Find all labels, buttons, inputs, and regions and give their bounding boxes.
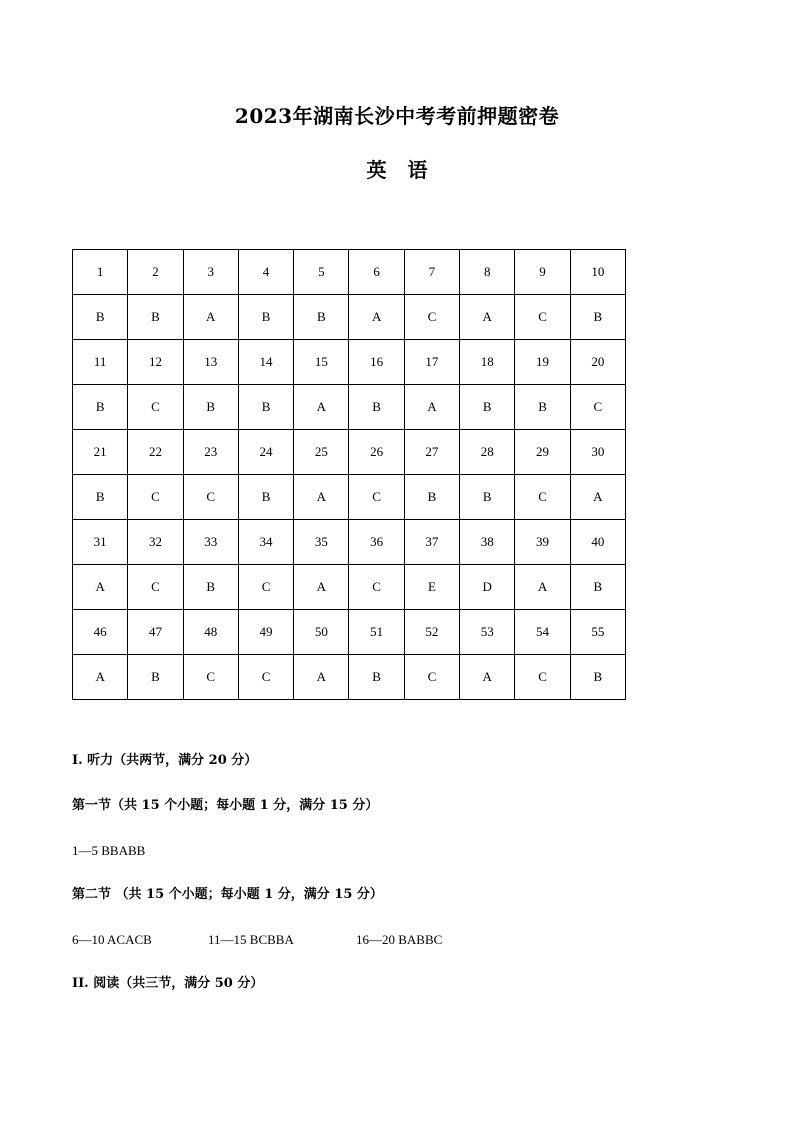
answer-cell: C: [515, 295, 570, 340]
question-number-row: [73, 610, 626, 655]
answer-cell: C: [238, 565, 293, 610]
question-number-cell: 6: [349, 250, 404, 295]
question-number-cell: 13: [183, 340, 238, 385]
answer-cell: B: [460, 475, 515, 520]
question-number-cell: 21: [73, 430, 128, 475]
answer-cell: B: [238, 385, 293, 430]
question-number-cell: 22: [128, 430, 183, 475]
question-number-cell: 20: [570, 340, 625, 385]
question-number-cell: 53: [460, 610, 515, 655]
answer-cell: C: [404, 295, 459, 340]
answer-row: [73, 475, 626, 520]
answer-cell: B: [128, 655, 183, 700]
answer-cell: A: [73, 565, 128, 610]
answer-cell: C: [238, 655, 293, 700]
answer-cell: B: [349, 655, 404, 700]
question-number-cell: 39: [515, 520, 570, 565]
answer-cell: A: [460, 295, 515, 340]
answer-cell: B: [183, 565, 238, 610]
question-number-row: [73, 520, 626, 565]
answer-cell: A: [349, 295, 404, 340]
answer-cell: B: [294, 295, 349, 340]
answer-cell: A: [294, 475, 349, 520]
question-number-cell: 46: [73, 610, 128, 655]
question-number-cell: 34: [238, 520, 293, 565]
document-title: 2023年湖南长沙中考考前押题密卷: [234, 104, 560, 128]
answer-cell: B: [404, 475, 459, 520]
part2-answer-group: 16—20 BABBC: [356, 932, 443, 947]
question-number-cell: 8: [460, 250, 515, 295]
question-number-cell: 2: [128, 250, 183, 295]
question-number-cell: 37: [404, 520, 459, 565]
question-number-cell: 12: [128, 340, 183, 385]
question-number-cell: 32: [128, 520, 183, 565]
question-number-cell: 29: [515, 430, 570, 475]
answer-cell: B: [515, 385, 570, 430]
question-number-cell: 52: [404, 610, 459, 655]
answer-cell: C: [349, 565, 404, 610]
answer-cell: C: [183, 655, 238, 700]
question-number-cell: 50: [294, 610, 349, 655]
question-number-cell: 55: [570, 610, 625, 655]
answer-cell: C: [515, 475, 570, 520]
question-number-cell: 11: [73, 340, 128, 385]
question-number-row: [73, 250, 626, 295]
part2-answer-group: 11—15 BCBBA: [208, 932, 294, 947]
answer-cell: B: [238, 295, 293, 340]
listening-heading: I. 听力（共两节，满分 20 分）: [72, 753, 258, 768]
reading-heading: II. 阅读（共三节，满分 50 分）: [72, 976, 264, 991]
part2-heading: 第二节 （共 15 个小题；每小题 1 分，满分 15 分）: [72, 887, 383, 902]
answer-cell: B: [73, 475, 128, 520]
question-number-cell: 14: [238, 340, 293, 385]
answer-cell: B: [238, 475, 293, 520]
answer-cell: B: [570, 565, 625, 610]
question-number-cell: 16: [349, 340, 404, 385]
answer-cell: C: [183, 475, 238, 520]
answer-cell: C: [128, 565, 183, 610]
answer-cell: B: [73, 385, 128, 430]
answer-cell: B: [460, 385, 515, 430]
answer-table-body: [73, 250, 626, 700]
part2-answer-group: 6—10 ACACB: [72, 932, 152, 947]
question-number-cell: 24: [238, 430, 293, 475]
question-number-cell: 3: [183, 250, 238, 295]
answer-row: [73, 295, 626, 340]
question-number-cell: 18: [460, 340, 515, 385]
question-number-cell: 25: [294, 430, 349, 475]
answer-cell: B: [128, 295, 183, 340]
answer-cell: B: [349, 385, 404, 430]
answer-cell: D: [460, 565, 515, 610]
question-number-cell: 9: [515, 250, 570, 295]
question-number-cell: 26: [349, 430, 404, 475]
question-number-cell: 28: [460, 430, 515, 475]
question-number-cell: 7: [404, 250, 459, 295]
answer-cell: A: [515, 565, 570, 610]
question-number-cell: 51: [349, 610, 404, 655]
part2-answers: [72, 930, 672, 950]
answer-table: [72, 249, 626, 700]
question-number-cell: 27: [404, 430, 459, 475]
question-number-cell: 15: [294, 340, 349, 385]
answer-cell: B: [73, 295, 128, 340]
answer-cell: C: [349, 475, 404, 520]
question-number-row: [73, 340, 626, 385]
answer-cell: C: [404, 655, 459, 700]
answer-row: [73, 385, 626, 430]
question-number-cell: 49: [238, 610, 293, 655]
question-number-cell: 38: [460, 520, 515, 565]
question-number-cell: 33: [183, 520, 238, 565]
answer-cell: A: [183, 295, 238, 340]
answer-cell: C: [128, 385, 183, 430]
part1-heading: 第一节（共 15 个小题；每小题 1 分，满分 15 分）: [72, 798, 379, 813]
question-number-cell: 35: [294, 520, 349, 565]
answer-cell: E: [404, 565, 459, 610]
question-number-cell: 23: [183, 430, 238, 475]
answer-cell: A: [570, 475, 625, 520]
question-number-cell: 17: [404, 340, 459, 385]
question-number-cell: 31: [73, 520, 128, 565]
answer-cell: C: [570, 385, 625, 430]
question-number-cell: 48: [183, 610, 238, 655]
answer-row: [73, 565, 626, 610]
question-number-cell: 36: [349, 520, 404, 565]
answer-row: [73, 655, 626, 700]
answer-cell: A: [460, 655, 515, 700]
answer-cell: B: [570, 295, 625, 340]
answer-cell: A: [294, 565, 349, 610]
question-number-cell: 19: [515, 340, 570, 385]
question-number-cell: 4: [238, 250, 293, 295]
answer-cell: B: [183, 385, 238, 430]
question-number-cell: 10: [570, 250, 625, 295]
answer-cell: A: [294, 385, 349, 430]
answer-cell: C: [515, 655, 570, 700]
document-subject: 英 语: [366, 158, 428, 182]
question-number-cell: 30: [570, 430, 625, 475]
question-number-cell: 1: [73, 250, 128, 295]
answer-cell: A: [294, 655, 349, 700]
question-number-cell: 54: [515, 610, 570, 655]
answer-cell: A: [404, 385, 459, 430]
part1-answers: 1—5 BBABB: [72, 843, 146, 858]
question-number-row: [73, 430, 626, 475]
question-number-cell: 47: [128, 610, 183, 655]
answer-cell: B: [570, 655, 625, 700]
question-number-cell: 5: [294, 250, 349, 295]
question-number-cell: 40: [570, 520, 625, 565]
answer-cell: A: [73, 655, 128, 700]
answer-cell: C: [128, 475, 183, 520]
